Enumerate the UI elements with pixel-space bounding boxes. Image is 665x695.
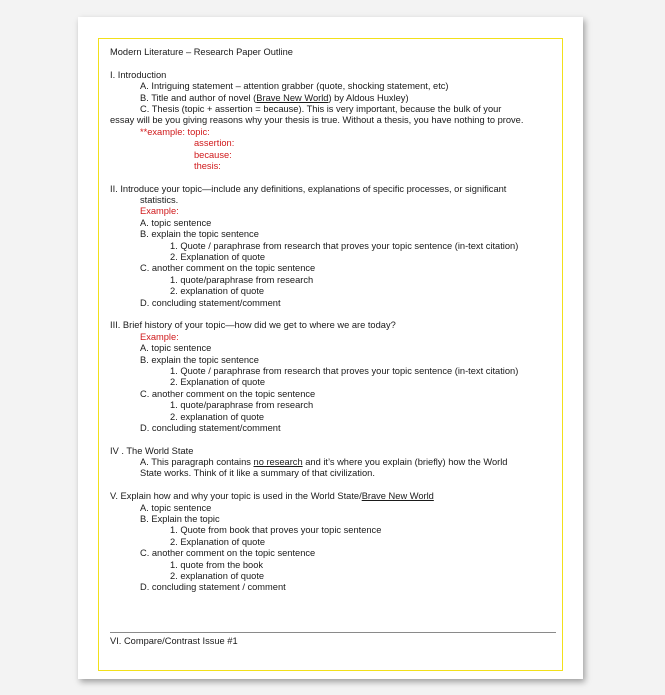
document-title: Modern Literature – Research Paper Outline <box>110 47 293 57</box>
section-3-example: Example: <box>140 331 179 342</box>
example-thesis: thesis: <box>194 160 221 171</box>
section-3-item-c2: 2. explanation of quote <box>170 411 265 422</box>
section-3-item-c: C. another comment on the topic sentence <box>140 388 316 399</box>
section-2-item-a: A. topic sentence <box>140 217 212 228</box>
section-3-item-b: B. explain the topic sentence <box>140 354 259 365</box>
section-5-item-c1: 1. quote from the book <box>170 559 264 570</box>
section-3-item-b1: 1. Quote / paraphrase from research that proves your topic sentence (in-text citation) <box>170 365 519 376</box>
section-2-item-b1: 1. Quote / paraphrase from research that proves your topic sentence (in-text citation) <box>170 240 519 251</box>
section-4-item-a: A. This paragraph contains no research and it’s where you explain (briefly) how the World <box>140 457 508 468</box>
section-3-item-d: D. concluding statement/comment <box>140 422 281 433</box>
section-4-item-a-cont: State works. Think of it like a summary of that civilization. <box>140 468 375 479</box>
section-2-item-c2: 2. explanation of quote <box>170 286 265 297</box>
example-topic: **example: topic: <box>140 126 210 137</box>
example-assertion: assertion: <box>194 138 235 149</box>
section-1-item-c-cont: essay will be you giving reasons why your thesis is true. Without a thesis, you have nothing to prove. <box>110 115 524 126</box>
section-5-item-b1: 1. Quote from book that proves your topic sentence <box>170 525 382 536</box>
section-5-heading: V. Explain how and why your topic is used in the World State/Brave New World <box>110 491 434 502</box>
section-2-item-b: B. explain the topic sentence <box>140 229 259 240</box>
section-2-item-c: C. another comment on the topic sentence <box>140 263 316 274</box>
section-3-item-b2: 2. Explanation of quote <box>170 377 266 388</box>
section-3-item-c1: 1. quote/paraphrase from research <box>170 400 314 411</box>
section-2-item-d: D. concluding statement/comment <box>140 297 281 308</box>
section-5-item-d: D. concluding statement / comment <box>140 582 286 593</box>
section-5-item-c: C. another comment on the topic sentence <box>140 548 316 559</box>
section-2-heading-cont: statistics. <box>140 195 179 206</box>
no-research-emphasis: no research <box>253 457 303 468</box>
novel-title: Brave New World <box>256 92 329 103</box>
section-5-item-b: B. Explain the topic <box>140 514 220 525</box>
section-3-item-a: A. topic sentence <box>140 343 212 354</box>
section-3-heading: III. Brief history of your topic—how did we get to where we are today? <box>110 320 396 331</box>
section-1-item-b: B. Title and author of novel (Brave New World) by Aldous Huxley) <box>140 92 409 103</box>
section-2-heading: II. Introduce your topic—include any definitions, explanations of specific processes, or significant <box>110 183 507 194</box>
section-2-example: Example: <box>140 206 179 217</box>
section-5-item-c2: 2. explanation of quote <box>170 570 265 581</box>
section-1-heading: I. Introduction <box>110 69 167 80</box>
section-4-heading: IV . The World State <box>110 445 194 456</box>
section-divider <box>110 632 556 633</box>
outline-body <box>110 47 556 594</box>
document-page <box>78 17 583 679</box>
section-1-item-a: A. Intriguing statement – attention grabber (quote, shocking statement, etc) <box>140 81 449 92</box>
novel-title: Brave New World <box>361 491 434 502</box>
section-2-item-b2: 2. Explanation of quote <box>170 252 266 263</box>
section-6-heading: VI. Compare/Contrast Issue #1 <box>110 636 238 646</box>
example-because: because: <box>194 149 232 160</box>
section-2-item-c1: 1. quote/paraphrase from research <box>170 274 314 285</box>
section-1-item-c: C. Thesis (topic + assertion = because). This is very important, because the bulk of your <box>140 103 502 114</box>
section-5-item-a: A. topic sentence <box>140 502 212 513</box>
section-5-item-b2: 2. Explanation of quote <box>170 536 266 547</box>
